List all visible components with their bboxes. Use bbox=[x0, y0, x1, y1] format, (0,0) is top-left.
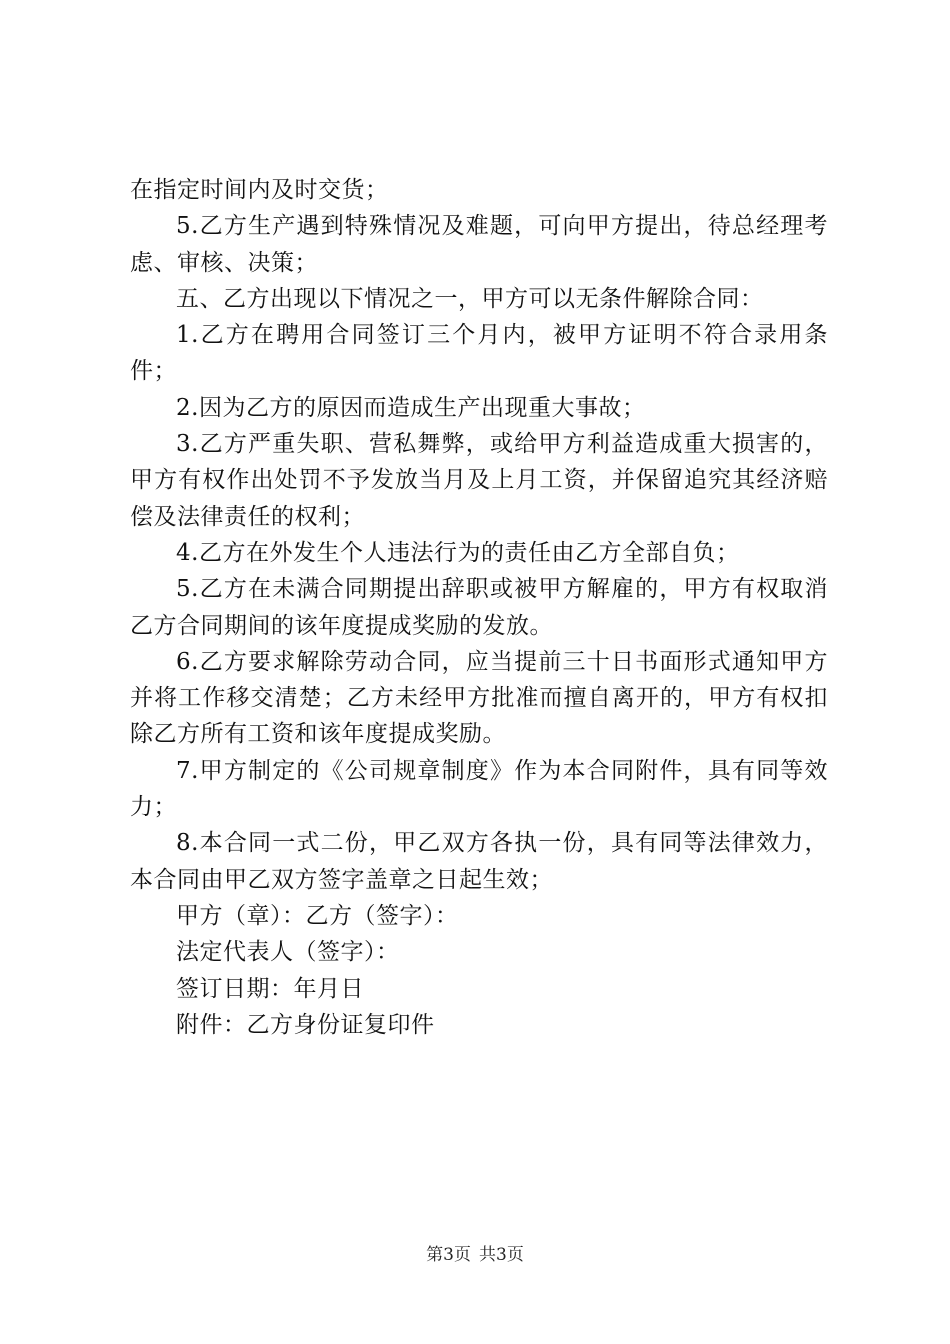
section-heading-five: 五、乙方出现以下情况之一，甲方可以无条件解除合同： bbox=[176, 285, 764, 312]
paragraph-continuation: 在指定时间内及时交货； bbox=[130, 177, 389, 203]
signature-date: 签订日期：年月日 bbox=[176, 975, 364, 1002]
paragraph-item-8: 8.本合同一式二份，甲乙双方各执一份，具有同等法律效力，本合同由甲乙双方签字盖章之日起生效； bbox=[130, 830, 828, 893]
paragraph-item-7: 7.甲方制定的《公司规章制度》作为本合同附件，具有同等效力； bbox=[130, 757, 828, 821]
paragraph-item-5: 5.乙方在未满合同期提出辞职或被甲方解雇的，甲方有权取消乙方合同期间的该年度提成奖励的发放。 bbox=[130, 576, 828, 639]
paragraph-item-3: 3.乙方严重失职、营私舞弊，或给甲方利益造成重大损害的，甲方有权作出处罚不予发放当月及上月工资，并保留追究其经济赔偿及法律责任的权利； bbox=[130, 431, 828, 530]
paragraph-item-4: 4.乙方在外发生个人违法行为的责任由乙方全部自负； bbox=[176, 539, 740, 566]
signature-parties: 甲方（章）：乙方（签字）： bbox=[176, 902, 459, 929]
contract-body bbox=[130, 172, 828, 1043]
paragraph-item-6: 6.乙方要求解除劳动合同，应当提前三十日书面形式通知甲方并将工作移交清楚；乙方未经甲方批准而擅自离开的，甲方有权扣除乙方所有工资和该年度提成奖励。 bbox=[130, 648, 828, 748]
paragraph-item-2: 2.因为乙方的原因而造成生产出现重大事故； bbox=[176, 394, 646, 421]
page-number-total: 共3页 bbox=[479, 1245, 524, 1265]
signature-legal-representative: 法定代表人（签字）： bbox=[176, 939, 400, 966]
page-number-current: 第3页 bbox=[426, 1245, 471, 1265]
attachment-note: 附件：乙方身份证复印件 bbox=[176, 1011, 435, 1038]
paragraph-item-1: 1.乙方在聘用合同签订三个月内，被甲方证明不符合录用条件； bbox=[130, 322, 828, 385]
paragraph-clause-5: 5.乙方生产遇到特殊情况及难题，可向甲方提出，待总经理考虑、审核、决策； bbox=[130, 213, 828, 276]
page-footer bbox=[0, 1244, 950, 1266]
